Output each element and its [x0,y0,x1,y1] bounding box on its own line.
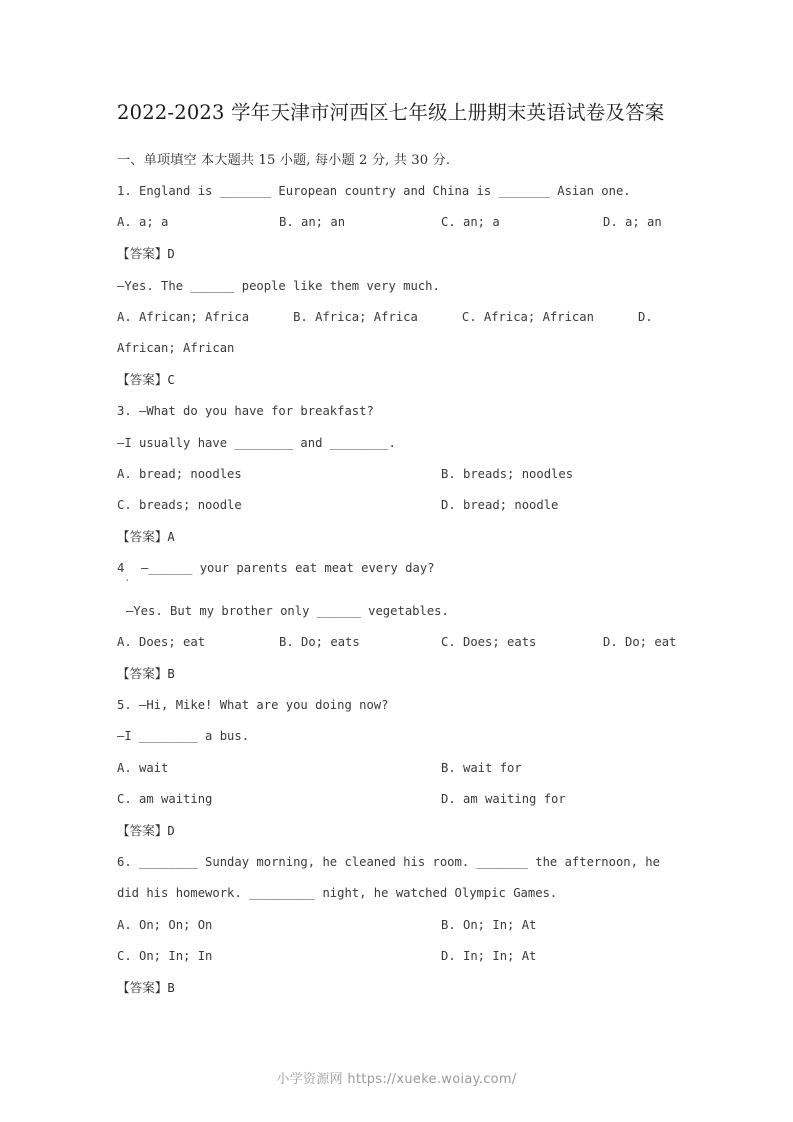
option-a[interactable]: A. On; On; On [117,917,213,932]
option-b[interactable]: B. On; In; At [441,917,537,932]
answer-line [117,521,677,553]
question-block-5 [117,690,677,847]
option-d[interactable]: D. Do; eat [603,634,677,649]
footer-url[interactable]: https://xueke.woiay.com/ [347,1072,517,1087]
answer-label: 【答案】 [117,665,168,681]
question-block-1 [117,176,677,271]
question-stem: 5. —Hi, Mike! What are you doing now? [117,698,389,713]
option-d[interactable]: D. In; In; At [441,948,537,963]
answer-label: 【答案】 [117,246,168,262]
section-heading: 一、单项填空 本大题共 15 小题, 每小题 2 分, 共 30 分. [117,153,451,168]
option-c[interactable]: C. am waiting [117,791,213,806]
option-b[interactable]: B. Do; eats [279,634,360,649]
question-block-2 [117,271,677,397]
option-row [117,941,677,972]
question-number-dot: . [124,571,131,585]
answer-label: 【答案】 [117,822,168,838]
question-stem-text: —______ your parents eat meat every day? [141,561,435,576]
answer-label: 【答案】 [117,372,168,388]
footer-site-name: 小学资源网 [276,1072,343,1087]
answer-value: D [167,247,175,262]
question-stem-reply: —I ________ a bus. [117,729,250,744]
option-b[interactable]: B. wait for [441,760,522,775]
answer-value: D [167,823,175,838]
option-d[interactable]: D. a; an [603,215,662,230]
answer-line [117,972,677,1004]
option-row [117,910,677,941]
page-title: 2022-2023 学年天津市河西区七年级上册期末英语试卷及答案 [117,101,665,124]
question-block-6 [117,847,677,1004]
spacer [117,585,677,596]
question-stem: —Yes. The ______ people like them very much. [117,278,440,293]
option-d[interactable]: D. am waiting for [441,791,566,806]
question-stem-reply: —Yes. But my brother only ______ vegetables. [126,603,449,618]
answer-line [117,364,677,396]
answer-value: B [167,666,175,681]
option-a[interactable]: A. bread; noodles [117,466,242,481]
answer-label: 【答案】 [117,529,168,545]
answer-label: 【答案】 [117,979,168,995]
option-c[interactable]: C. an; a [441,215,500,230]
option-row[interactable]: A. African; Africa B. Africa; Africa C. Africa; African D. African; African [117,309,660,355]
option-c[interactable]: C. On; In; In [117,948,213,963]
option-b[interactable]: B. an; an [279,215,346,230]
footer-watermark [0,1068,793,1087]
question-block-3 [117,396,677,553]
question-number: 4 [117,561,125,576]
option-a[interactable]: A. wait [117,760,169,775]
question-stem: 1. England is _______ European country and China is _______ Asian one. [117,184,631,198]
question-stem: 6. ________ Sunday morning, he cleaned his room. _______ the afternoon, he did his homework. _________ night, he watched Olympic Games. [117,855,660,901]
option-row [117,784,677,815]
question-stem-reply: —I usually have ________ and ________. [117,435,396,450]
question-block-4 [117,553,677,690]
option-row [117,627,677,658]
answer-value: B [167,980,175,995]
option-a[interactable]: A. Does; eat [117,634,206,649]
option-row [117,207,677,238]
document-content [117,92,677,1004]
option-b[interactable]: B. breads; noodles [441,466,574,481]
answer-line [117,238,677,270]
answer-value: C [167,373,175,388]
option-row [117,490,677,521]
question-stem [117,553,677,584]
answer-line [117,815,677,847]
option-row [117,753,677,784]
option-a[interactable]: A. a; a [117,215,169,230]
answer-value: A [167,530,175,545]
question-stem: 3. —What do you have for breakfast? [117,404,374,419]
option-c[interactable]: C. Does; eats [441,634,537,649]
answer-line [117,658,677,690]
option-c[interactable]: C. breads; noodle [117,498,242,512]
option-row [117,459,677,490]
option-d[interactable]: D. bread; noodle [441,498,559,512]
